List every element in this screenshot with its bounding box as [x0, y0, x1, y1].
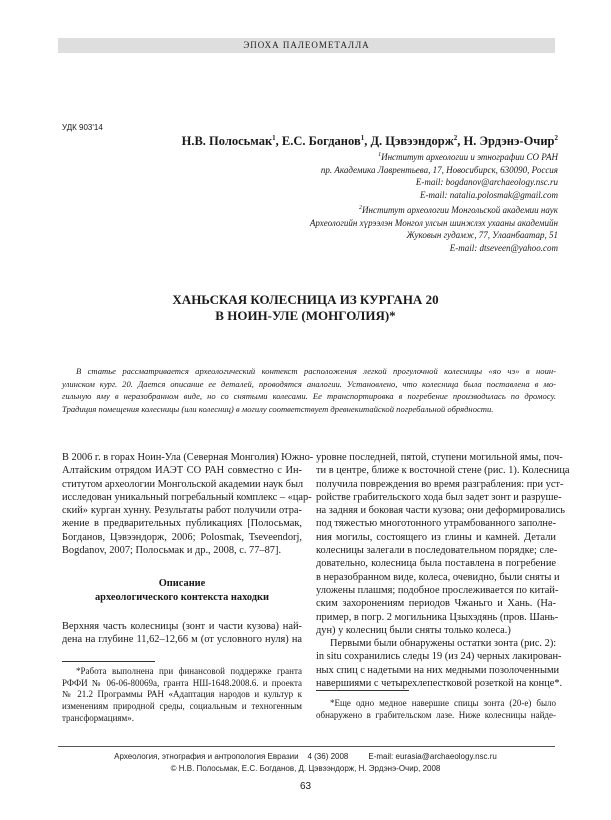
- title-line-1: ХАНЬСКАЯ КОЛЕСНИЦА ИЗ КУРГАНА 20: [172, 292, 439, 307]
- affiliation-text: Жуковын гудамж, 77, Улаанбаатар, 51: [406, 230, 558, 241]
- text-line: изменениям природной среды, социальным и техногенным: [62, 701, 302, 712]
- text-line: дена на глубине 11,62–12,66 м (от условного нуля) на: [62, 634, 302, 646]
- text-line: Алтайским отрядом ИАЭТ СО РАН совместно с Ин-: [62, 465, 302, 477]
- text-line: получила повреждения во время разграбления: при уст-: [316, 478, 564, 490]
- text-line: ский» курган хунну. Результаты работ получили отра-: [62, 505, 302, 517]
- affiliation-mark: 2: [359, 204, 363, 211]
- affiliation-line: [310, 217, 558, 230]
- footnote-funding: [62, 666, 302, 724]
- text-line: ским захоронениям периодов Чжаньго и Хань. (На-: [316, 598, 556, 610]
- author-affiliation-mark: 2: [453, 134, 458, 142]
- affiliations: [310, 149, 558, 255]
- footer-journal-line: [0, 751, 611, 763]
- text-line: ных спиц с надетыми на них медными позолоченными: [316, 664, 560, 676]
- paragraph-umbrella: [316, 637, 563, 690]
- author-name: Н.В. Полосьмак: [181, 134, 273, 149]
- affiliation-line: [310, 164, 558, 177]
- section-header: ЭПОХА ПАЛЕОМЕТАЛЛА: [58, 38, 555, 53]
- text-line: ти в центре, ближе к восточной стене (рис. 1). Колесница: [316, 465, 570, 477]
- affiliation-line: [310, 189, 558, 202]
- author-name: Е.С. Богданов: [281, 134, 361, 149]
- affiliation-mark: 1: [378, 152, 382, 158]
- journal-issue: 4 (36) 2008: [307, 752, 349, 761]
- affiliation-line: [310, 149, 558, 164]
- affiliation-text: E-mail: dtseveen@yahoo.com: [449, 242, 558, 253]
- authors-line: Н.В. Полосьмак$^1$, Е.С. Богданов$^1$, Д. Цэвээндорж$^2$, Н. Эрдэнэ-Очир$^2$: [181, 134, 558, 149]
- text-line: колесницы залегали в последовательном порядке; сле-: [316, 545, 558, 557]
- author-name: Н. Эрдэнэ-Очир: [463, 134, 555, 149]
- text-line: ройстве грабительского хода был задет зонт и разруше-: [316, 491, 562, 503]
- intro-paragraph: [62, 451, 314, 557]
- author-affiliation-mark: 1: [360, 134, 365, 142]
- text-line: *Работа выполнена при финансовой поддержке гранта: [76, 666, 302, 676]
- text-line: В 2006 г. в горах Ноин-Ула (Северная Монголия) Южно-: [62, 452, 314, 463]
- text-line: обнаружено в грабительском лазе. Ниже колесницы найде-: [316, 709, 556, 720]
- affiliation-line: [310, 242, 558, 255]
- footnote-spoke: [316, 698, 556, 721]
- affiliation-line: [310, 176, 558, 189]
- affiliation-text: E-mail: bogdanov@archaeology.nsc.ru: [415, 177, 558, 188]
- text-line: Первыми были обнаружены остатки зонта (рис. 2):: [330, 638, 557, 649]
- section-heading: [62, 577, 302, 605]
- author-affiliation-mark: 1: [272, 134, 276, 142]
- heading-line-2: археологического контекста находки: [94, 592, 270, 603]
- abstract: [62, 365, 556, 416]
- text-line: навершиями с четырехлепестковой розеткой на конце*.: [316, 677, 563, 689]
- text-line: in situ сохранились следы 19 (из 24) черных лакирован-: [316, 651, 562, 663]
- text-line: под тяжестью многотонного утрамбованного заполне-: [316, 518, 557, 530]
- text-line: жение в предварительных публикациях [Полосьмак,: [62, 518, 302, 530]
- text-line: на задняя и боковая части кузова; они деформировались: [316, 505, 565, 517]
- footnote-divider: [316, 690, 409, 691]
- journal-email: E-mail: eurasia@archaeology.nsc.ru: [368, 752, 497, 761]
- affiliation-text: Институт археологии Монгольской академии наук: [362, 204, 558, 215]
- affiliation-line: [310, 202, 558, 217]
- text-line: трансформациям».: [62, 712, 134, 723]
- body-paragraph: [62, 620, 302, 647]
- text-line: довательно, колесница была поставлена в погребение: [316, 558, 556, 570]
- text-line: В статье рассматривается археологический контекст расположения легкой прогулочной колесницы «яо чэ» в ноин-: [76, 366, 556, 376]
- text-line: в неразобранном виде, колеса, очевидно, были сняты и: [316, 571, 560, 583]
- text-line: Традиция помещения колесницы (или колесниц) в могилу соответствует древнекитайской погребальной обрядности.: [62, 404, 494, 415]
- affiliation-line: [310, 229, 558, 242]
- author-name: Д. Цэвээндорж: [370, 134, 454, 149]
- text-line: исследован уникальный погребальный комплекс – «цар-: [62, 491, 312, 503]
- footer-copyright: © Н.В. Полосьмак, Е.С. Богданов, Д. Цэвээндорж, Н. Эрдэнэ-Очир, 2008: [170, 764, 441, 773]
- heading-line-1: Описание: [158, 578, 206, 589]
- text-line: Богданов, Цэвээндорж, 2006; Polosmak, Tseveendorj,: [62, 531, 302, 543]
- text-line: уложены плашмя; подобное прослеживается по китай-: [316, 584, 559, 596]
- affiliation-text: E-mail: natalia.polosmak@gmail.com: [419, 190, 558, 201]
- text-line: пример, в погр. 2 могильника Цзыхэдянь (пров. Шань-: [316, 611, 559, 623]
- journal-name: Археология, этнография и антропология Евразии: [114, 752, 299, 761]
- text-line: Bogdanov, 2007; Полосьмак и др., 2008, с. 77–87].: [62, 545, 282, 557]
- author-affiliation-mark: 2: [554, 134, 558, 142]
- text-line: дун) у колесниц были сняты только колеса.): [316, 624, 511, 636]
- affiliation-text: Институт археологии и этнографии СО РАН: [381, 152, 558, 162]
- footnote-divider: [62, 661, 155, 662]
- text-line: Верхняя часть колесницы (зонт и части кузова) най-: [62, 621, 302, 632]
- affiliation-text: пр. Академика Лаврентьева, 17, Новосибирск, 630090, Россия: [320, 164, 558, 175]
- text-line: ния могилы, состоящего из глины и камней. Детали: [316, 531, 556, 543]
- text-line: № 21.2 Программы РАН «Адаптация народов и культур к: [62, 689, 302, 700]
- paragraph-continued: [316, 451, 570, 637]
- text-line: улинском кург. 20. Дается описание ее деталей, проводятся аналогии. Установлено, что колесница была поставлена в мо-: [62, 378, 556, 389]
- text-line: гильную яму в неразобранном виде, но со снятыми колесами. Ее транспортировка в погребение производилась по дромосу.: [62, 391, 556, 402]
- text-line: *Еще одно медное навершие спицы зонта (20-е) было: [330, 698, 556, 708]
- title-line-2: В НОИН-УЛЕ (МОНГОЛИЯ)*: [215, 308, 396, 323]
- footer-divider: [58, 746, 555, 747]
- text-line: ститутом археологии Монгольской академии наук был: [62, 478, 304, 490]
- article-title: [0, 292, 611, 324]
- udc-code: УДК 903'14: [62, 123, 103, 132]
- affiliation-text: Археологийн хүрээлэн Монгол улсын шинжлэх ухааны академийн: [309, 217, 558, 228]
- text-line: РФФИ № 06-06-80069а, гранта НШ-1648.2008.6. и проекта: [62, 677, 302, 688]
- page-number: 63: [299, 781, 312, 792]
- text-line: уровне последней, пятой, ступени могильной ямы, поч-: [316, 452, 563, 463]
